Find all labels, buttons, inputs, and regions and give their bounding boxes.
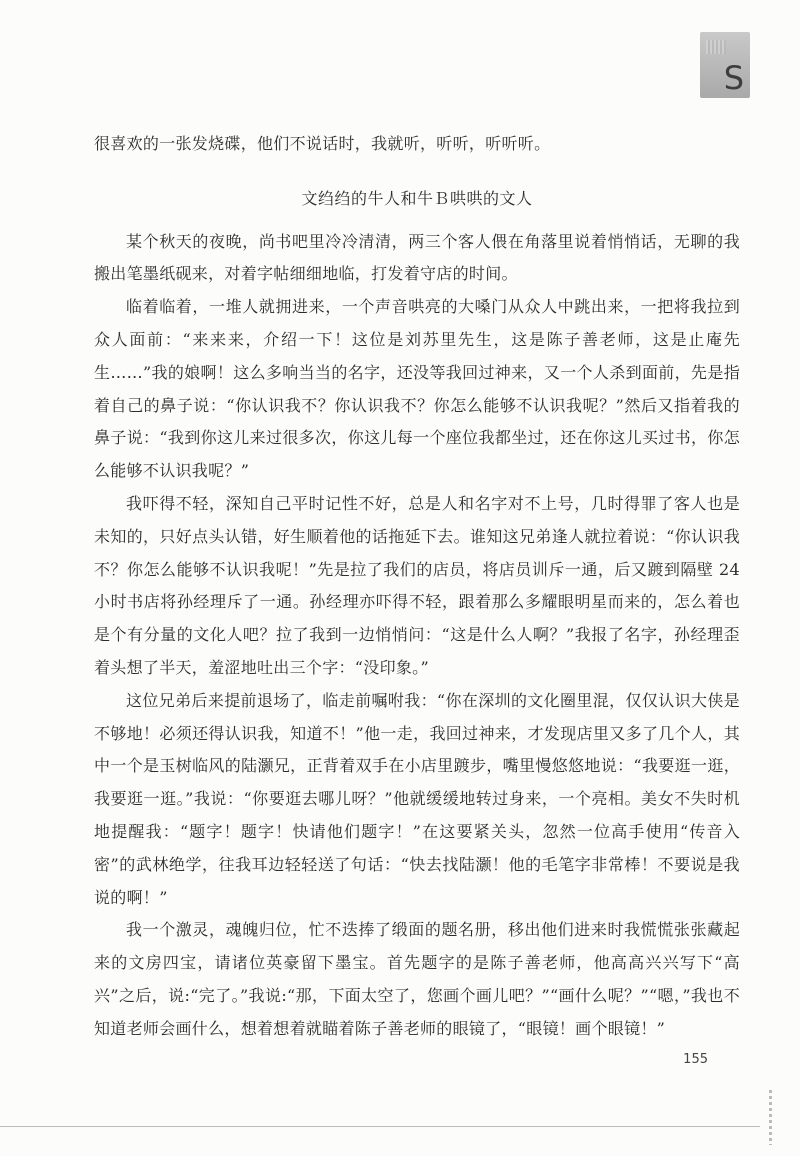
- section-letter: S: [723, 59, 744, 97]
- paragraph-continuation: 很喜欢的一张发烧碟，他们不说话时，我就听，听听，听听听。: [94, 134, 551, 153]
- tab-texture: [706, 40, 726, 54]
- page-bottom-edge: [0, 1126, 760, 1127]
- paragraph: 某个秋天的夜晚，尚书吧里冷冷清清，两三个客人偎在角落里说着悄悄话，无聊的我搬出笔墨纸砚来，对着字帖细细地临，打发着守店的时间。: [94, 231, 740, 284]
- section-tab: [700, 32, 750, 98]
- binding-edge-mark: [769, 1090, 772, 1145]
- paragraph: 我一个激灵，魂魄归位，忙不迭捧了缎面的题名册，移出他们进来时我慌慌张张藏起来的文房四宝，请诸位英豪留下墨宝。首先题字的是陈子善老师，他高高兴兴写下“高兴”之后，说:“完了。”我说:“那，下面太空了，您画个画儿吧？”“画什么呢？”“嗯，”我也不知道老师会画什么，想着想着就瞄着陈子善老师的眼镜了，“眼镜！画个眼镜！”: [94, 920, 740, 1038]
- paragraph: 我吓得不轻，深知自己平时记性不好，总是人和名字对不上号，几时得罪了客人也是未知的，只好点头认错，好生顺着他的话拖延下去。谁知这兄弟逢人就拉着说：“你认识我不？你怎么能够不认识我呢！”先是拉了我们的店员，将店员训斥一通，后又踱到隔壁 24 小时书店将孙经理斥了一通。孙经理亦吓得不轻，跟着那么多耀眼明星而来的，怎么着也是个有分量的文化人吧？拉了我到一边悄悄问：“这是什么人啊？”我报了名字，孙经理歪着头想了半天，羞涩地吐出三个字：“没印象。”: [94, 493, 740, 677]
- paragraph: 临着临着，一堆人就拥进来，一个声音哄亮的大嗓门从众人中跳出来，一把将我拉到众人面前：“来来来，介绍一下！这位是刘苏里先生，这是陈子善老师，这是止庵先生……”我的娘啊！这么多响当当的名字，还没等我回过神来，又一个人杀到面前，先是指着自己的鼻子说：“你认识我不？你认识我不？你怎么能够不认识我呢？”然后又指着我的鼻子说：“我到你这儿来过很多次，你这儿每一个座位我都坐过，还在你这儿买过书，你怎么能够不认识我呢？”: [94, 297, 740, 481]
- paragraph: 这位兄弟后来提前退场了，临走前嘱咐我：“你在深圳的文化圈里混，仅仅认识大侠是不够地！必须还得认识我，知道不！”他一走，我回过神来，才发现店里又多了几个人，其中一个是玉树临风的陆灏兄，正背着双手在小店里踱步，嘴里慢悠悠地说：“我要逛一逛，我要逛一逛。”我说：“你要逛去哪儿呀？”他就缓缓地转过身来，一个亮相。美女不失时机地提醒我：“题字！题字！快请他们题字！”在这要紧关头，忽然一位高手使用“传音入密”的武林绝学，往我耳边轻轻送了句话：“快去找陆灏！他的毛笔字非常棒！不要说是我说的啊！”: [94, 690, 740, 907]
- page-number: 155: [683, 1052, 708, 1067]
- section-heading: 文绉绉的牛人和牛Ｂ哄哄的文人: [301, 188, 533, 208]
- body-text: [94, 128, 740, 1046]
